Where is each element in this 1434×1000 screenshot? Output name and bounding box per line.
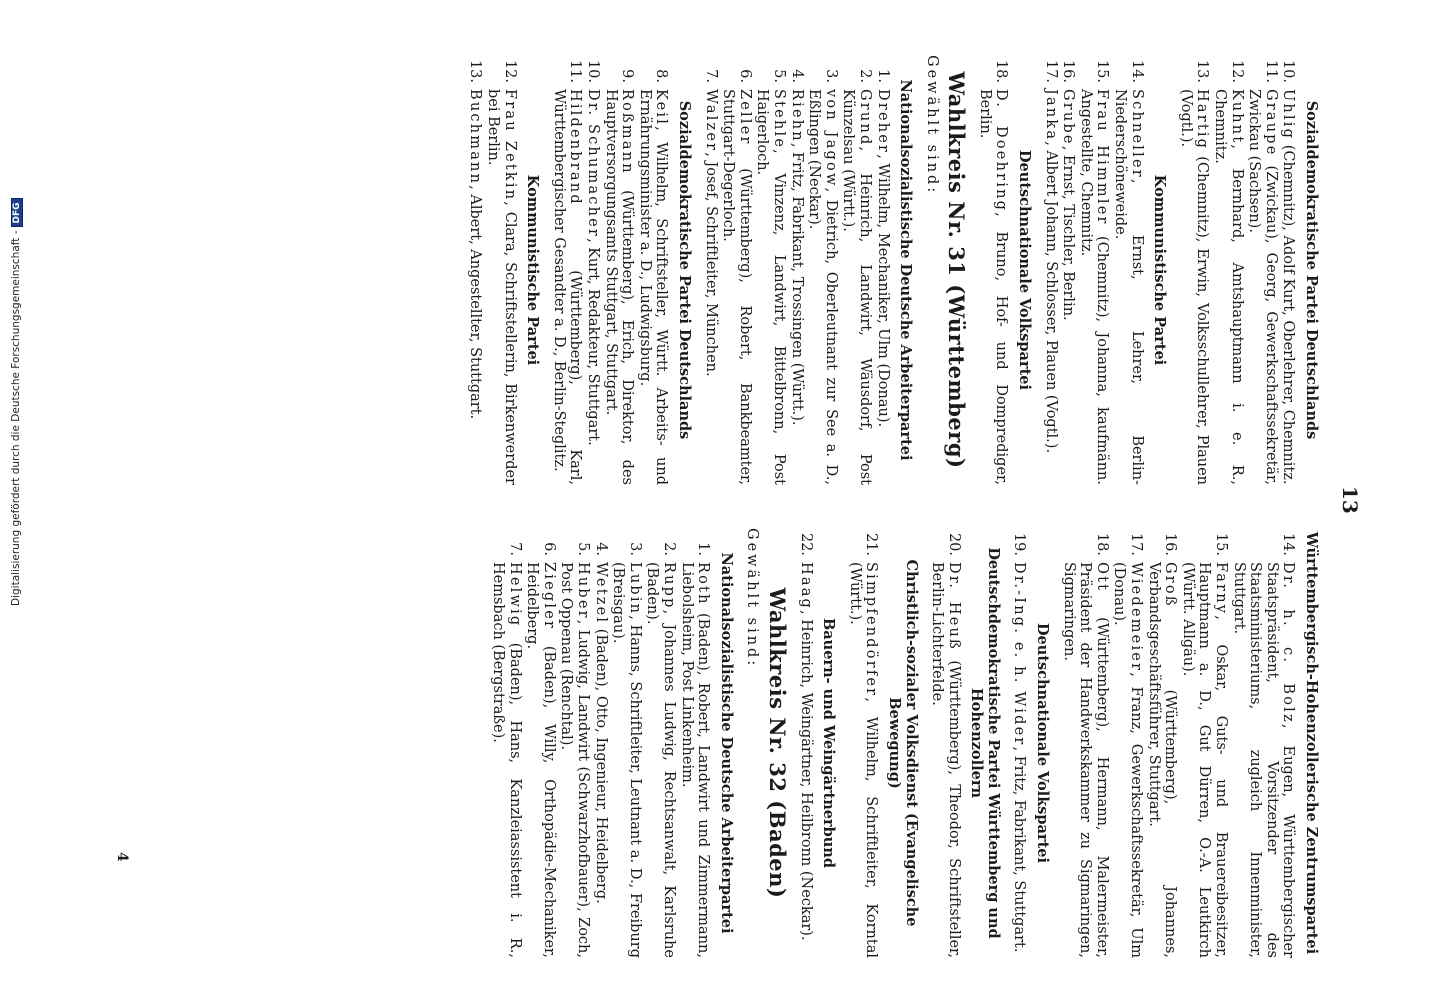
candidate-name: Riehn	[788, 89, 805, 143]
candidate-name: Hartig	[1194, 89, 1211, 151]
candidate-name: Helwig	[506, 562, 523, 628]
entry-number: 13.	[467, 59, 484, 83]
elected-label: Gewählt sind:	[923, 55, 940, 196]
party-heading: Nationalsozialistische Deutsche Arbeiterpartei	[897, 79, 915, 461]
list-item	[484, 55, 517, 485]
list-item	[929, 528, 962, 958]
list-item	[788, 55, 805, 485]
entry-number: 12.	[501, 59, 518, 83]
candidate-name: Roth	[695, 562, 712, 606]
list-item	[1211, 55, 1244, 485]
candidate-details: , Josef, Schriftleiter, München.	[702, 152, 719, 377]
candidate-details: (Württemberg), Theodor, Schriftsteller, Berlin-Lichterfelde.	[929, 562, 962, 958]
entry-number: 10.	[1280, 59, 1297, 83]
list-item	[644, 528, 677, 958]
list-item	[584, 55, 601, 485]
list-item	[846, 528, 879, 958]
list-item	[976, 55, 1009, 485]
candidate-details: (Württemberg), Johannes, Verbandsgeschäftsführer, Stuttgart.	[1145, 562, 1179, 958]
entry-number: 15.	[1094, 59, 1111, 83]
footer-text: Digitalisierung gefördert durch die Deutsche Forschungsgemeinschaft -	[10, 230, 22, 606]
candidate-name: Schneller	[1128, 89, 1145, 179]
candidate-details: (Württemberg), Erich, Direktor, des Hauptversorgungsamts Stuttgart, Stuttgart.	[602, 89, 636, 485]
list-item	[1230, 528, 1296, 958]
list-item	[1145, 528, 1178, 958]
entry-number: 10.	[585, 59, 602, 83]
candidate-name: Groß	[1162, 562, 1179, 608]
candidate-name: Wiedemeier	[1128, 562, 1145, 673]
party-heading: Christlich-sozialer Volksdienst (Evangelische Bewegung)	[885, 559, 920, 927]
candidate-name: Frau Himmler	[1094, 89, 1111, 226]
list-item	[524, 528, 557, 958]
candidate-details: (Zwickau), Georg, Gewerkschaftssekretär, Zwickau (Sachsen).	[1246, 89, 1279, 485]
list-item	[1042, 55, 1059, 485]
list-item	[874, 55, 891, 485]
candidate-details: , Clara, Schriftstellerin, Birkenwerder bei Berlin.	[485, 89, 518, 485]
entry-number: 3.	[822, 69, 839, 83]
party-heading: Deutschdemokratische Partei Württemberg und Hohenzollern	[968, 547, 1002, 939]
entry-number: 6.	[736, 69, 753, 83]
list-item	[840, 55, 873, 485]
candidate-name: Lubin	[626, 562, 643, 616]
candidate-details: , Albert, Angestellter, Stuttgart.	[467, 185, 484, 420]
list-item	[1177, 55, 1210, 485]
district-heading: Wahlkreis Nr. 32 (Baden)	[764, 587, 790, 899]
party-heading: Sozialdemokratische Partei Deutschlands	[676, 100, 693, 440]
candidate-name: Stehle	[770, 89, 787, 150]
list-item	[489, 528, 522, 958]
entry-number: 12.	[1228, 59, 1245, 83]
candidate-name: Ott	[1093, 562, 1110, 593]
candidate-details: , Bernhard, Amtshauptmann i. e. R., Chemnitz.	[1212, 89, 1245, 485]
candidate-name: Farny	[1213, 562, 1230, 616]
party-heading: Kommunistische Partei	[1151, 174, 1169, 366]
candidate-name: Dreher	[874, 89, 891, 155]
candidate-details: , Heinrich, Weingärtner, Heilbronn (Neckar).	[797, 610, 814, 941]
entry-number: 2.	[661, 542, 677, 556]
digitization-footer	[10, 0, 26, 606]
candidate-name: Grube	[1060, 89, 1077, 146]
entry-number: 22.	[797, 532, 814, 556]
entry-number: 17.	[1128, 532, 1145, 556]
dfg-logo: DFG	[11, 198, 23, 227]
list-item	[1060, 528, 1110, 958]
candidate-name: Ziegler	[540, 562, 557, 631]
entry-number: 18.	[993, 59, 1010, 83]
candidate-name: Hildenbrand	[567, 89, 584, 206]
entry-number: 7.	[702, 69, 719, 83]
candidate-details: , Heinrich, Landwirt, Wäusdorf, Post Künzelsau (Württ.).	[840, 89, 873, 485]
list-item	[610, 528, 643, 958]
candidate-details: , Vinzenz, Landwirt, Bittelbronn, Post Haigerloch.	[754, 89, 787, 485]
candidate-name: Simpfendörfer	[863, 562, 880, 698]
entry-number: 14.	[1280, 532, 1297, 556]
candidate-details: (Chemnitz), Adolf Kurt, Oberlehrer, Chemnitz.	[1280, 140, 1297, 485]
entry-number: 8.	[653, 69, 670, 83]
entry-number: 11.	[1262, 59, 1279, 83]
left-column	[466, 55, 1329, 485]
candidate-name: Zeller	[736, 89, 753, 146]
candidate-name: Graupe	[1262, 89, 1279, 157]
list-item	[702, 55, 719, 485]
list-item	[806, 55, 839, 485]
candidate-name: Grund	[856, 89, 873, 147]
candidate-details: (Chemnitz), Erwin, Volksschullehrer, Plauen (Vogtl.).	[1177, 89, 1211, 485]
list-item	[1179, 528, 1229, 958]
list-item	[1060, 55, 1077, 485]
entry-number: 1.	[874, 69, 891, 83]
candidate-name: Buchmann	[467, 89, 484, 186]
candidate-details: (Baden), Willy, Orthopädie-Mechaniker, Heidelberg.	[524, 562, 557, 958]
candidate-name: Rupp	[661, 562, 677, 610]
list-item	[636, 55, 669, 485]
candidate-details: (Württemberg), Robert, Bankbeamter, Stuttgart-Degerloch.	[720, 89, 753, 485]
elected-label: Gewählt sind:	[744, 528, 761, 669]
list-item	[1111, 528, 1144, 958]
candidate-details: , Bruno, Hof- und Domprediger, Berlin.	[976, 89, 1010, 485]
entry-number: 6.	[540, 542, 557, 556]
list-item	[797, 528, 814, 958]
entry-number: 9.	[619, 69, 636, 83]
entry-number: 5.	[770, 69, 787, 83]
party-heading: Bauern- und Weingärtnerbund	[820, 618, 838, 868]
candidate-name: Dr. Schumacher	[585, 89, 602, 239]
list-item	[1011, 528, 1028, 958]
candidate-name: Uhlig	[1280, 89, 1297, 141]
candidate-name: Roßmann	[619, 89, 636, 175]
candidate-details: , Eugen, Württembergischer Staatspräsident, Vorsitzender des Staatsministeriums, zugleich Innenminister, Stuttgart.	[1230, 562, 1297, 958]
candidate-name: Janka	[1042, 89, 1059, 142]
entry-number: 16.	[1060, 59, 1077, 83]
candidate-name: Dr. Heuß	[945, 562, 962, 651]
entry-number: 5.	[575, 542, 592, 556]
candidate-name: Keil	[653, 89, 670, 127]
entry-number: 16.	[1162, 532, 1179, 556]
list-item	[550, 55, 583, 485]
candidate-details: , Wilhelm, Mechaniker, Ulm (Donau).	[874, 154, 891, 428]
candidate-details: , Ernst, Tischler, Berlin.	[1060, 145, 1077, 321]
party-heading: Nationalsozialistische Deutsche Arbeiterpartei	[717, 552, 735, 934]
candidate-details: , Franz, Gewerkschaftssekretär, Ulm (Donau).	[1111, 562, 1145, 958]
candidate-details: , Fritz, Fabrikant, Stuttgart.	[1011, 746, 1028, 953]
candidate-details: , Wilhelm, Schriftsteller, Württ. Arbeits- und Ernährungsminister a. D., Ludwigsburg.	[636, 89, 670, 485]
candidate-name: von Jagow	[822, 89, 839, 188]
sheet-mark: 4	[114, 852, 130, 862]
entry-number: 21.	[863, 532, 880, 556]
party-heading: Württembergisch-Hohenzollerische Zentrumspartei	[1303, 531, 1320, 955]
page-number: 13	[1338, 486, 1362, 514]
candidate-details: (Baden), Robert, Landwirt und Zimmermann, Liebolsheim, Post Linkenheim.	[678, 562, 712, 958]
list-item	[467, 55, 484, 485]
entry-number: 1.	[695, 542, 712, 556]
right-column	[488, 528, 1329, 958]
candidate-details: , Wilhelm, Schriftleiter, Korntal (Württ.).	[846, 562, 880, 958]
candidate-details: (Württemberg), Hermann, Malermeister, Präsident der Handwerkskammer zu Sigmaringen, Sigmaringen.	[1060, 562, 1110, 958]
party-heading: Deutschnationale Volkspartei	[1016, 149, 1034, 391]
candidate-name: Huber	[575, 562, 592, 620]
candidate-name: Wetzel	[592, 562, 609, 625]
list-item	[592, 528, 609, 958]
candidate-details: , Ludwig, Landwirt (Schwarzhofbauer), Zoch, Post Oppenau (Renchtal).	[558, 562, 592, 958]
party-heading: Kommunistische Partei	[524, 174, 542, 366]
list-item	[1111, 55, 1144, 485]
candidate-name: Kuhnt	[1228, 89, 1245, 145]
entry-number: 19.	[1011, 532, 1028, 556]
entry-number: 14.	[1128, 59, 1145, 83]
entry-number: 13.	[1194, 59, 1211, 83]
list-item	[720, 55, 753, 485]
party-heading: Sozialdemokratische Partei Deutschlands	[1303, 100, 1320, 440]
candidate-name: Dr. h. c. Bolz	[1280, 562, 1297, 724]
entry-number: 7.	[506, 542, 523, 556]
list-item	[754, 55, 787, 485]
candidate-details: , Ernst, Lehrer, Berlin-Niederschöneweide.	[1112, 89, 1145, 485]
list-item	[602, 55, 635, 485]
entry-number: 15.	[1213, 532, 1230, 556]
party-heading: Deutschnationale Volkspartei	[1034, 622, 1052, 864]
candidate-details: , Kurt, Redakteur, Stuttgart.	[585, 238, 602, 446]
candidate-details: , Oskar, Guts- und Brauereibesitzer, Hauptmann a. D., Gut Dürren, O.-A. Leutkirch (Württ. Allgäu).	[1179, 562, 1230, 958]
candidate-name: Haag	[797, 562, 814, 611]
candidate-details: , Hanns, Schriftleiter, Leutnant a. D., Freiburg (Breisgau).	[610, 562, 643, 958]
candidate-details: (Baden), Hans, Kanzleiassistent i. R., Hemsbach (Bergstraße).	[490, 562, 523, 958]
candidate-details: (Chemnitz), Johanna, kaufmänn. Angestellte, Chemnitz.	[1077, 89, 1111, 486]
candidate-name: Walzer	[702, 89, 719, 153]
entry-number: 20.	[945, 532, 962, 556]
entry-number: 17.	[1042, 59, 1059, 83]
candidate-details: , Dietrich, Oberleutnant zur See a. D., Eßlingen (Neckar).	[806, 89, 839, 485]
list-item	[1280, 55, 1297, 485]
candidate-name: Dr.-Ing. e. h. Wider	[1011, 562, 1028, 747]
candidate-details: (Baden), Otto, Ingenieur, Heidelberg.	[592, 624, 609, 904]
district-heading: Wahlkreis Nr. 31 (Württemberg)	[944, 71, 970, 469]
entry-number: 18.	[1093, 532, 1110, 556]
candidate-details: , Fritz, Fabrikant, Trossingen (Württ.).	[788, 142, 805, 426]
candidate-details: (Württemberg), Karl, Württembergischer Gesandter a. D., Berlin-Steglitz.	[550, 89, 584, 485]
candidate-details: , Johannes Ludwig, Rechtsanwalt, Karlsruhe (Baden).	[644, 562, 677, 958]
candidate-name: D. Doehring	[993, 89, 1010, 213]
list-item	[678, 528, 711, 958]
list-item	[1077, 55, 1110, 485]
entry-number: 4.	[788, 69, 805, 83]
list-item	[558, 528, 591, 958]
candidate-details: , Albert Johann, Schlosser, Plauen (Vogtl.).	[1042, 141, 1059, 454]
entry-number: 11.	[567, 59, 584, 83]
entry-number: 3.	[626, 542, 643, 556]
entry-number: 2.	[856, 69, 873, 83]
candidate-name: Frau Zetkin	[501, 89, 518, 202]
list-item	[1246, 55, 1279, 485]
entry-number: 4.	[592, 542, 609, 556]
